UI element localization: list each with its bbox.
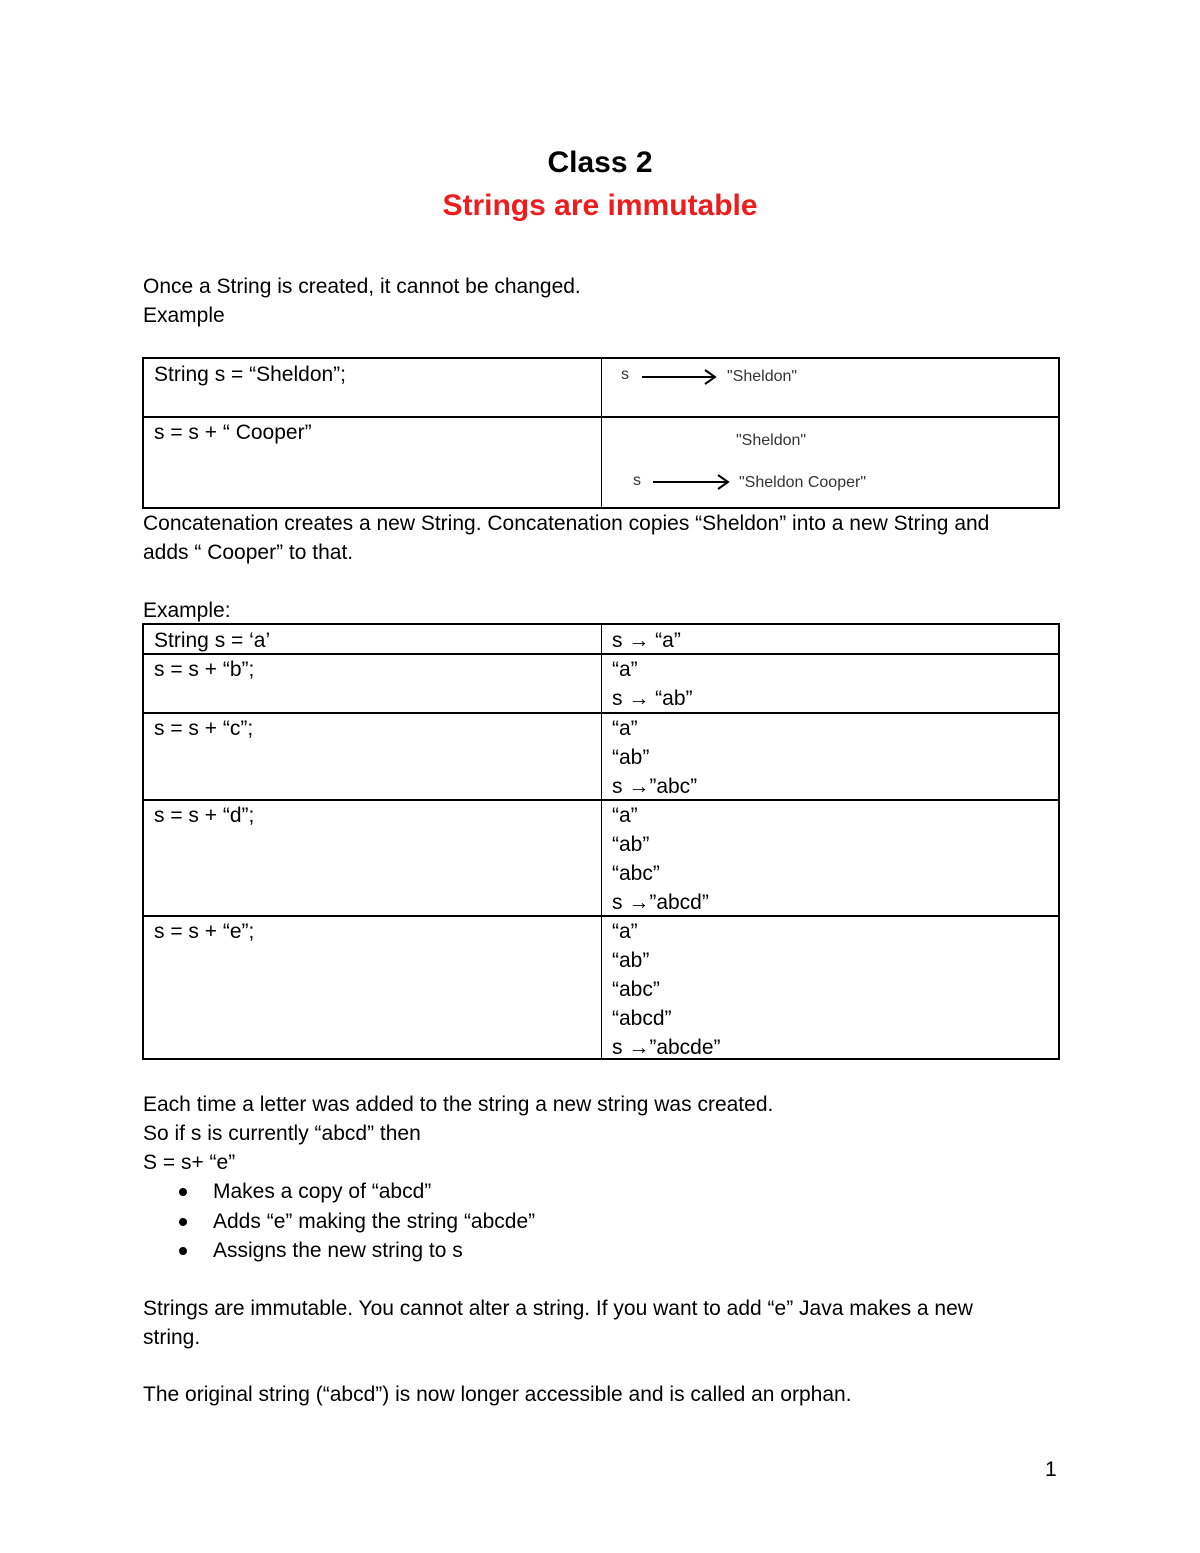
after-line: Each time a letter was added to the string a new string was created. — [143, 1093, 774, 1116]
concat-text-line2: adds “ Cooper” to that. — [143, 541, 354, 564]
diagram2-value: "Sheldon Cooper" — [739, 474, 866, 491]
page-title: Class 2 — [547, 146, 653, 179]
intro-line: Once a String is created, it cannot be changed. — [143, 275, 581, 298]
example2-label: Example: — [143, 599, 231, 622]
bullet-item: Makes a copy of “abcd” — [213, 1180, 432, 1203]
table2-row4-code: s = s + “d”; — [154, 804, 255, 827]
diagram2-var: s — [633, 472, 641, 489]
bullet-item: Assigns the new string to s — [213, 1239, 463, 1262]
table2-row3-line: s →”abc” — [612, 775, 698, 798]
after-line: S = s+ “e” — [143, 1151, 236, 1174]
arrow-icon — [651, 472, 733, 492]
table2-row4-line: s →”abcd” — [612, 891, 709, 914]
table2-row5-line: “ab” — [612, 949, 650, 972]
page-number: 1 — [1045, 1458, 1057, 1481]
table2-row3-code: s = s + “c”; — [154, 717, 254, 740]
arrow-icon — [640, 367, 720, 387]
sheldon-table — [142, 357, 1060, 509]
concat-text-line1: Concatenation creates a new String. Concatenation copies “Sheldon” into a new String and — [143, 512, 990, 535]
table2-row2-line: “a” — [612, 658, 638, 681]
immutable-text-line1: Strings are immutable. You cannot alter a string. If you want to add “e” Java makes a new — [143, 1297, 973, 1320]
table2-row1-code: String s = ‘a’ — [154, 629, 271, 652]
table2-row1-line: s → “a” — [612, 629, 681, 652]
bullet-item: Adds “e” making the string “abcde” — [213, 1210, 536, 1233]
orphan-text: The original string (“abcd”) is now longer accessible and is called an orphan. — [143, 1383, 852, 1406]
table2-row5-code: s = s + “e”; — [154, 920, 255, 943]
example-label: Example — [143, 304, 225, 327]
table2-row5-line: “abcd” — [612, 1007, 672, 1030]
table2-row4-line: “a” — [612, 804, 638, 827]
table2-row3-line: “ab” — [612, 746, 650, 769]
table2-row2-line: s → “ab” — [612, 687, 693, 710]
diagram1-var: s — [621, 366, 629, 383]
diagram2-orphan: "Sheldon" — [736, 432, 807, 449]
table2-row5-line: s →”abcde” — [612, 1036, 721, 1059]
table1-row2-code: s = s + “ Cooper” — [154, 421, 312, 444]
table2-row5-line: “abc” — [612, 978, 660, 1001]
table2-row4-line: “abc” — [612, 862, 660, 885]
page-subtitle: Strings are immutable — [442, 189, 758, 222]
table2-row4-line: “ab” — [612, 833, 650, 856]
bullet-icon — [179, 1218, 187, 1226]
abcde-table — [142, 623, 1060, 1060]
diagram1-value: "Sheldon" — [727, 368, 798, 385]
table2-row2-code: s = s + “b”; — [154, 658, 255, 681]
table2-row3-line: “a” — [612, 717, 638, 740]
bullet-icon — [179, 1188, 187, 1196]
table2-row5-line: “a” — [612, 920, 638, 943]
bullet-icon — [179, 1247, 187, 1255]
after-line: So if s is currently “abcd” then — [143, 1122, 421, 1145]
immutable-text-line2: string. — [143, 1326, 201, 1349]
table1-row1-code: String s = “Sheldon”; — [154, 363, 347, 386]
